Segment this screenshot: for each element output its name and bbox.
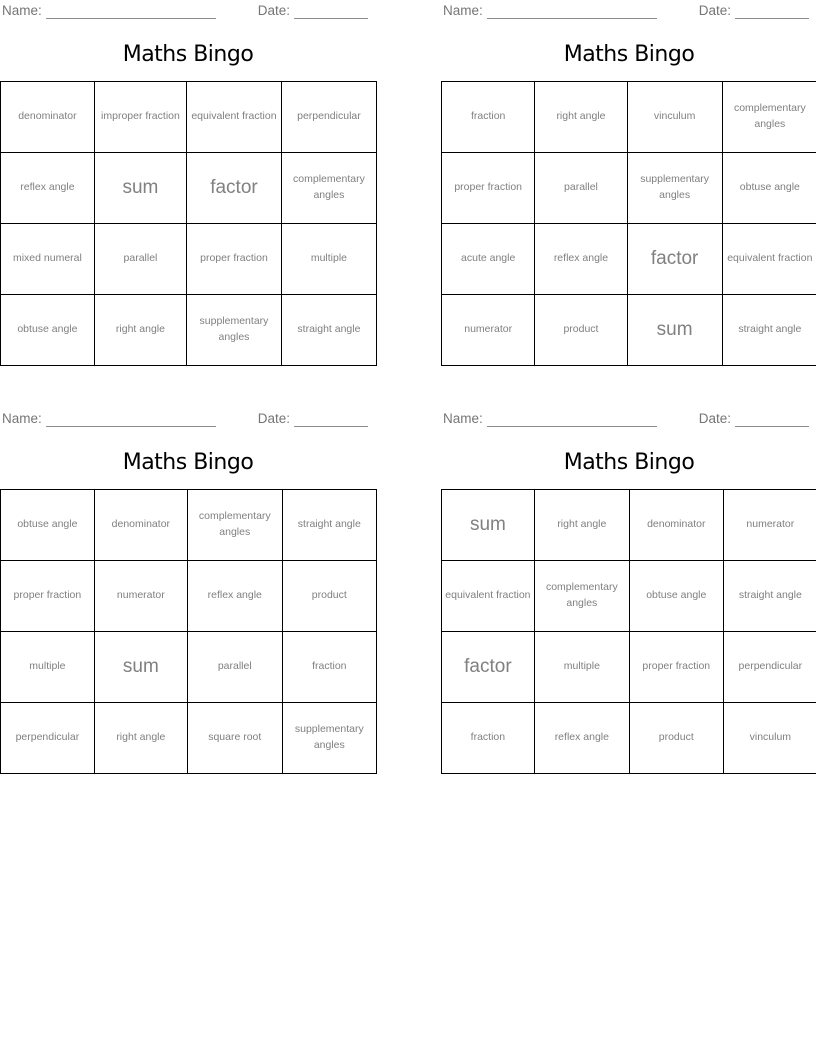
bingo-cell: numerator <box>94 561 187 632</box>
bingo-cell: equivalent fraction <box>187 82 282 153</box>
bingo-cell: multiple <box>281 224 376 295</box>
bingo-card-bottom-right <box>441 408 816 788</box>
bingo-cell: obtuse angle <box>722 153 816 224</box>
bingo-cell: sum <box>94 153 186 224</box>
bingo-grid <box>0 489 377 774</box>
bingo-cell: mixed numeral <box>1 224 95 295</box>
bingo-cell: numerator <box>723 490 816 561</box>
date-blank-line[interactable] <box>294 3 368 19</box>
bingo-cell: reflex angle <box>187 561 282 632</box>
bingo-cell: parallel <box>94 224 186 295</box>
bingo-cell: sum <box>627 295 722 366</box>
date-label: Date: <box>257 3 291 18</box>
bingo-cell: reflex angle <box>534 703 629 774</box>
bingo-cell: straight angle <box>281 295 376 366</box>
bingo-cell: perpendicular <box>281 82 376 153</box>
bingo-cell: complementary angles <box>281 153 376 224</box>
bingo-row <box>1 490 377 561</box>
bingo-cell: product <box>629 703 723 774</box>
bingo-card-top-right <box>441 0 816 380</box>
bingo-cell: sum <box>94 632 187 703</box>
date-label: Date: <box>257 411 291 426</box>
bingo-row <box>442 153 816 224</box>
bingo-row <box>442 82 816 153</box>
bingo-cell: complementary angles <box>534 561 629 632</box>
bingo-cell: square root <box>187 703 282 774</box>
name-blank-line[interactable] <box>487 3 657 19</box>
bingo-cell: parallel <box>535 153 627 224</box>
bingo-grid <box>441 489 816 774</box>
name-label: Name: <box>2 411 42 426</box>
bingo-cell: straight angle <box>722 295 816 366</box>
date-label: Date: <box>698 411 732 426</box>
bingo-cell: fraction <box>442 703 535 774</box>
card-title: Maths Bingo <box>563 42 695 67</box>
bingo-cell: denominator <box>94 490 187 561</box>
bingo-grid <box>441 81 816 366</box>
bingo-cell: obtuse angle <box>1 490 95 561</box>
bingo-cell: straight angle <box>723 561 816 632</box>
name-blank-line[interactable] <box>487 411 657 427</box>
bingo-cell: equivalent fraction <box>722 224 816 295</box>
bingo-cell: perpendicular <box>1 703 95 774</box>
date-blank-line[interactable] <box>735 411 809 427</box>
bingo-row <box>442 224 816 295</box>
name-label: Name: <box>443 3 483 18</box>
bingo-row <box>1 703 377 774</box>
bingo-row <box>442 490 816 561</box>
bingo-row <box>442 703 816 774</box>
bingo-row <box>442 561 816 632</box>
bingo-cell: multiple <box>534 632 629 703</box>
bingo-cell: obtuse angle <box>629 561 723 632</box>
bingo-row <box>1 632 377 703</box>
date-blank-line[interactable] <box>735 3 809 19</box>
bingo-cell: denominator <box>1 82 95 153</box>
date-blank-line[interactable] <box>294 411 368 427</box>
bingo-row <box>1 82 377 153</box>
bingo-row <box>442 295 816 366</box>
bingo-cell: product <box>535 295 627 366</box>
card-title: Maths Bingo <box>122 42 254 67</box>
bingo-cell: proper fraction <box>442 153 535 224</box>
bingo-cell: supplementary angles <box>282 703 376 774</box>
bingo-cell: fraction <box>442 82 535 153</box>
bingo-cell: numerator <box>442 295 535 366</box>
bingo-cell: right angle <box>94 703 187 774</box>
bingo-row <box>1 153 377 224</box>
name-label: Name: <box>2 3 42 18</box>
bingo-cell: right angle <box>535 82 627 153</box>
bingo-cell: reflex angle <box>1 153 95 224</box>
bingo-cell: proper fraction <box>1 561 95 632</box>
date-label: Date: <box>698 3 732 18</box>
bingo-cell: straight angle <box>282 490 376 561</box>
card-header <box>2 2 377 19</box>
bingo-cell: proper fraction <box>629 632 723 703</box>
name-blank-line[interactable] <box>46 411 216 427</box>
name-blank-line[interactable] <box>46 3 216 19</box>
bingo-card-top-left <box>0 0 377 380</box>
bingo-cell: improper fraction <box>94 82 186 153</box>
card-header <box>443 410 816 427</box>
bingo-cell: right angle <box>94 295 186 366</box>
bingo-cell: multiple <box>1 632 95 703</box>
bingo-cell: supplementary angles <box>627 153 722 224</box>
bingo-cell: factor <box>187 153 282 224</box>
bingo-cell: complementary angles <box>187 490 282 561</box>
bingo-cell: factor <box>627 224 722 295</box>
bingo-cell: obtuse angle <box>1 295 95 366</box>
card-header <box>443 2 816 19</box>
name-label: Name: <box>443 411 483 426</box>
card-title: Maths Bingo <box>563 450 695 475</box>
bingo-cell: fraction <box>282 632 376 703</box>
bingo-cell: equivalent fraction <box>442 561 535 632</box>
bingo-cell: sum <box>442 490 535 561</box>
bingo-row <box>1 224 377 295</box>
bingo-cell: reflex angle <box>535 224 627 295</box>
bingo-row <box>442 632 816 703</box>
bingo-cell: complementary angles <box>722 82 816 153</box>
bingo-cell: supplementary angles <box>187 295 282 366</box>
bingo-cell: parallel <box>187 632 282 703</box>
bingo-cell: factor <box>442 632 535 703</box>
bingo-row <box>1 561 377 632</box>
bingo-row <box>1 295 377 366</box>
bingo-cell: perpendicular <box>723 632 816 703</box>
bingo-cell: denominator <box>629 490 723 561</box>
bingo-cell: right angle <box>534 490 629 561</box>
bingo-cell: proper fraction <box>187 224 282 295</box>
bingo-cell: acute angle <box>442 224 535 295</box>
bingo-cell: vinculum <box>723 703 816 774</box>
bingo-cell: vinculum <box>627 82 722 153</box>
bingo-grid <box>0 81 377 366</box>
card-title: Maths Bingo <box>122 450 254 475</box>
bingo-cell: product <box>282 561 376 632</box>
card-header <box>2 410 377 427</box>
bingo-card-bottom-left <box>0 408 377 788</box>
